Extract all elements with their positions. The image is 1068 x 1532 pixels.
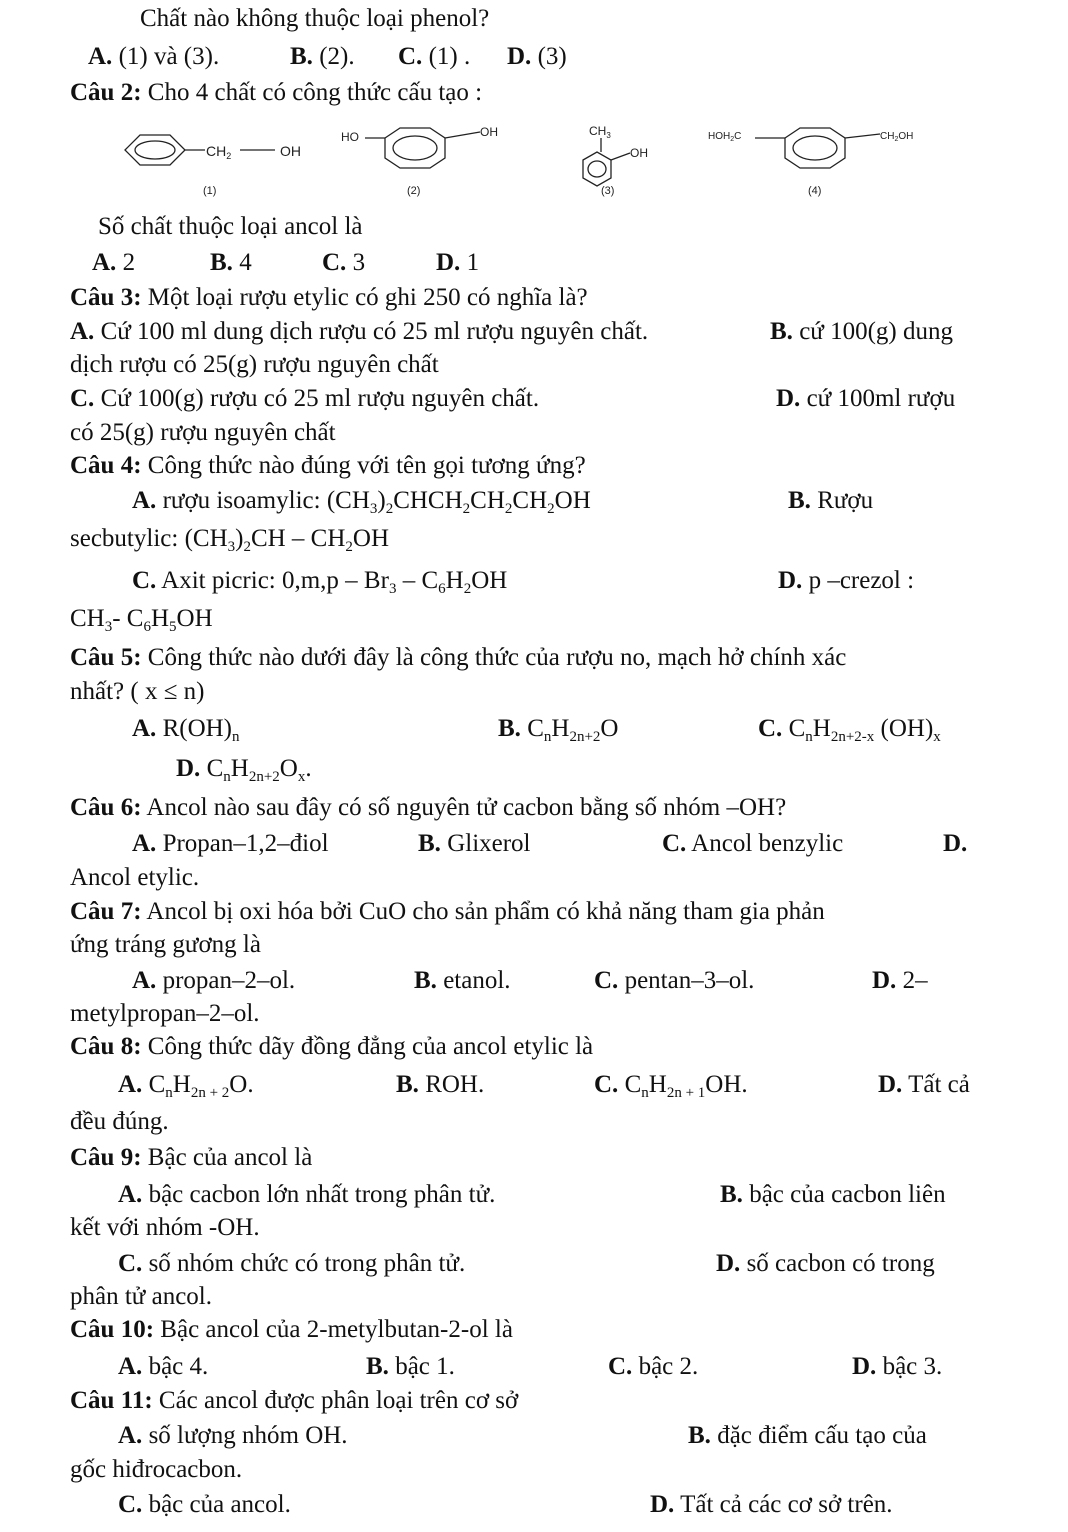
q1-option-d: D. (3) [507, 43, 567, 70]
q8-option-a: A. $C_nH_{2n + 2}O$. [118, 1071, 254, 1101]
q5-stem-cont: nhất? ( x ≤ n) [70, 678, 205, 705]
q9-option-d-cont: phân tử ancol. [70, 1283, 212, 1310]
q6-option-c: C. Ancol benzylic [662, 830, 844, 857]
q4-option-d: D. p –crezol : [778, 567, 915, 594]
q6-option-a: A. Propan–1,2–điol [132, 830, 329, 857]
q4-option-b: B. Rượu [788, 487, 874, 514]
q7-option-d: D. 2– [872, 967, 928, 994]
s4-left-label: $HOH_2C$ [708, 131, 742, 143]
q5-stem: Câu 5: Công thức nào dưới đây là công thức của rượu no, mạch hở chính xác [70, 644, 847, 671]
q3-option-a: A. Cứ 100 ml dung dịch rượu có 25 ml rượu nguyên chất. [70, 318, 649, 345]
q9-option-b-cont: kết với nhóm -OH. [70, 1214, 260, 1241]
q5-option-d: D. $C_nH_{2n+2}O_x$. [176, 755, 312, 785]
q10-option-d: D. bậc 3. [852, 1353, 943, 1380]
q8-option-b: B. ROH. [396, 1071, 485, 1098]
q1-option-a: A. (1) và (3). [88, 43, 220, 70]
q7-stem: Câu 7: Ancol bị oxi hóa bởi CuO cho sản phẩm có khả năng tham gia phản [70, 898, 825, 925]
q7-option-a: A. propan–2–ol. [132, 967, 296, 994]
q3-option-d: D. cứ 100ml rượu [776, 385, 956, 412]
q11-option-b: B. đặc điểm cấu tạo của [688, 1422, 927, 1449]
q6-option-b: B. Glixerol [418, 830, 531, 857]
q6-stem: Câu 6: Ancol nào sau đây có số nguyên tử cacbon bằng số nhóm –OH? [70, 794, 787, 821]
q1-option-b: B. (2). [290, 43, 355, 70]
q7-option-b: B. etanol. [414, 967, 511, 994]
s1-ch2-label: $CH_2$ [206, 143, 232, 161]
q7-option-d-cont: metylpropan–2–ol. [70, 1000, 260, 1027]
q2-option-c: C. 3 [322, 249, 366, 276]
q3-stem: Câu 3: Một loại rượu etylic có ghi 250 có nghĩa là? [70, 284, 588, 311]
q4-stem: Câu 4: Công thức nào đúng với tên gọi tương ứng? [70, 452, 586, 479]
q2-structures-figure [0, 110, 1068, 205]
q1-option-c: C. (1) . [398, 43, 471, 70]
s2-oh-label: OH [480, 125, 498, 139]
s1-oh-label: OH [280, 143, 301, 159]
q11-option-a: A. số lượng nhóm OH. [118, 1422, 348, 1449]
q7-option-c: C. pentan–3–ol. [594, 967, 755, 994]
s3-number: (3) [601, 185, 615, 197]
q10-stem: Câu 10: Bậc ancol của 2-metylbutan-2-ol là [70, 1316, 513, 1343]
s4-number: (4) [808, 185, 822, 197]
q9-option-b: B. bậc của cacbon liên [720, 1181, 946, 1208]
q5-option-c: C. $C_nH_{2n+2-x}$ $(OH)_x$ [758, 715, 941, 745]
q2-option-d: D. 1 [436, 249, 480, 276]
q11-option-b-cont: gốc hiđrocacbon. [70, 1456, 243, 1483]
s2-number: (2) [407, 185, 421, 197]
q4-option-c: C. Axit picric: $0,m,p - Br_3 - C_6H_2OH$ [132, 567, 508, 597]
q2-question: Số chất thuộc loại ancol là [98, 213, 363, 240]
q8-option-d: D. Tất cả [878, 1071, 970, 1098]
q2-option-b: B. 4 [210, 249, 252, 276]
q11-option-c: C. bậc của ancol. [118, 1491, 291, 1518]
q9-option-a: A. bậc cacbon lớn nhất trong phân tử. [118, 1181, 496, 1208]
q6-option-d-cont: Ancol etylic. [70, 864, 200, 891]
q10-option-c: C. bậc 2. [608, 1353, 699, 1380]
q6-option-d: D. [943, 830, 968, 857]
structure-3-benzene-ring [583, 138, 630, 186]
q3-option-d-cont: có 25(g) rượu nguyên chất [70, 419, 336, 446]
q4-option-a: A. rượu isoamylic: $(CH_3)_2CHCH_2CH_2CH_2OH$ [132, 487, 591, 517]
structure-4-benzene-ring [755, 128, 880, 168]
s3-oh-label: OH [630, 146, 648, 160]
q5-option-b: B. $C_nH_{2n+2}O$ [498, 715, 619, 745]
q11-stem: Câu 11: Các ancol được phân loại trên cơ sở [70, 1387, 519, 1414]
q3-option-c: C. Cứ 100(g) rượu có 25 ml rượu nguyên chất. [70, 385, 540, 412]
q9-option-d: D. số cacbon có trong [716, 1250, 935, 1277]
q8-option-d-cont: đều đúng. [70, 1108, 169, 1135]
q2-option-a: A. 2 [92, 249, 136, 276]
q7-stem-cont: ứng tráng gương là [70, 931, 261, 958]
q10-option-a: A. bậc 4. [118, 1353, 209, 1380]
structure-1-benzene-ring [125, 135, 275, 165]
s3-ch3-label: $CH_3$ [589, 124, 611, 140]
q3-option-b: B. cứ 100(g) dung [770, 318, 953, 345]
q4-option-d-cont: $CH_3-$ $C_6H_5OH$ [70, 605, 213, 635]
q10-option-b: B. bậc 1. [366, 1353, 455, 1380]
q8-option-c: C. $C_nH_{2n + 1}OH$. [594, 1071, 748, 1101]
s1-number: (1) [203, 185, 217, 197]
q5-option-a: A. $R(OH)_n$ [132, 715, 240, 745]
q8-stem: Câu 8: Công thức dãy đồng đẳng của ancol etylic là [70, 1033, 594, 1060]
q11-option-d: D. Tất cả các cơ sở trên. [650, 1491, 893, 1518]
s2-ho-label: HO [341, 130, 359, 144]
s4-right-label: $CH_2OH$ [880, 131, 914, 143]
q3-option-b-cont: dịch rượu có 25(g) rượu nguyên chất [70, 351, 439, 378]
q4-option-b-cont: secbutylic: $(CH_3)_2CH - CH_2OH$ [70, 525, 390, 555]
q1-question: Chất nào không thuộc loại phenol? [140, 5, 490, 32]
q9-stem: Câu 9: Bậc của ancol là [70, 1144, 313, 1171]
q2-stem: Câu 2: Cho 4 chất có công thức cấu tạo : [70, 79, 483, 106]
q9-option-c: C. số nhóm chức có trong phân tử. [118, 1250, 466, 1277]
structure-2-benzene-ring [365, 128, 480, 168]
